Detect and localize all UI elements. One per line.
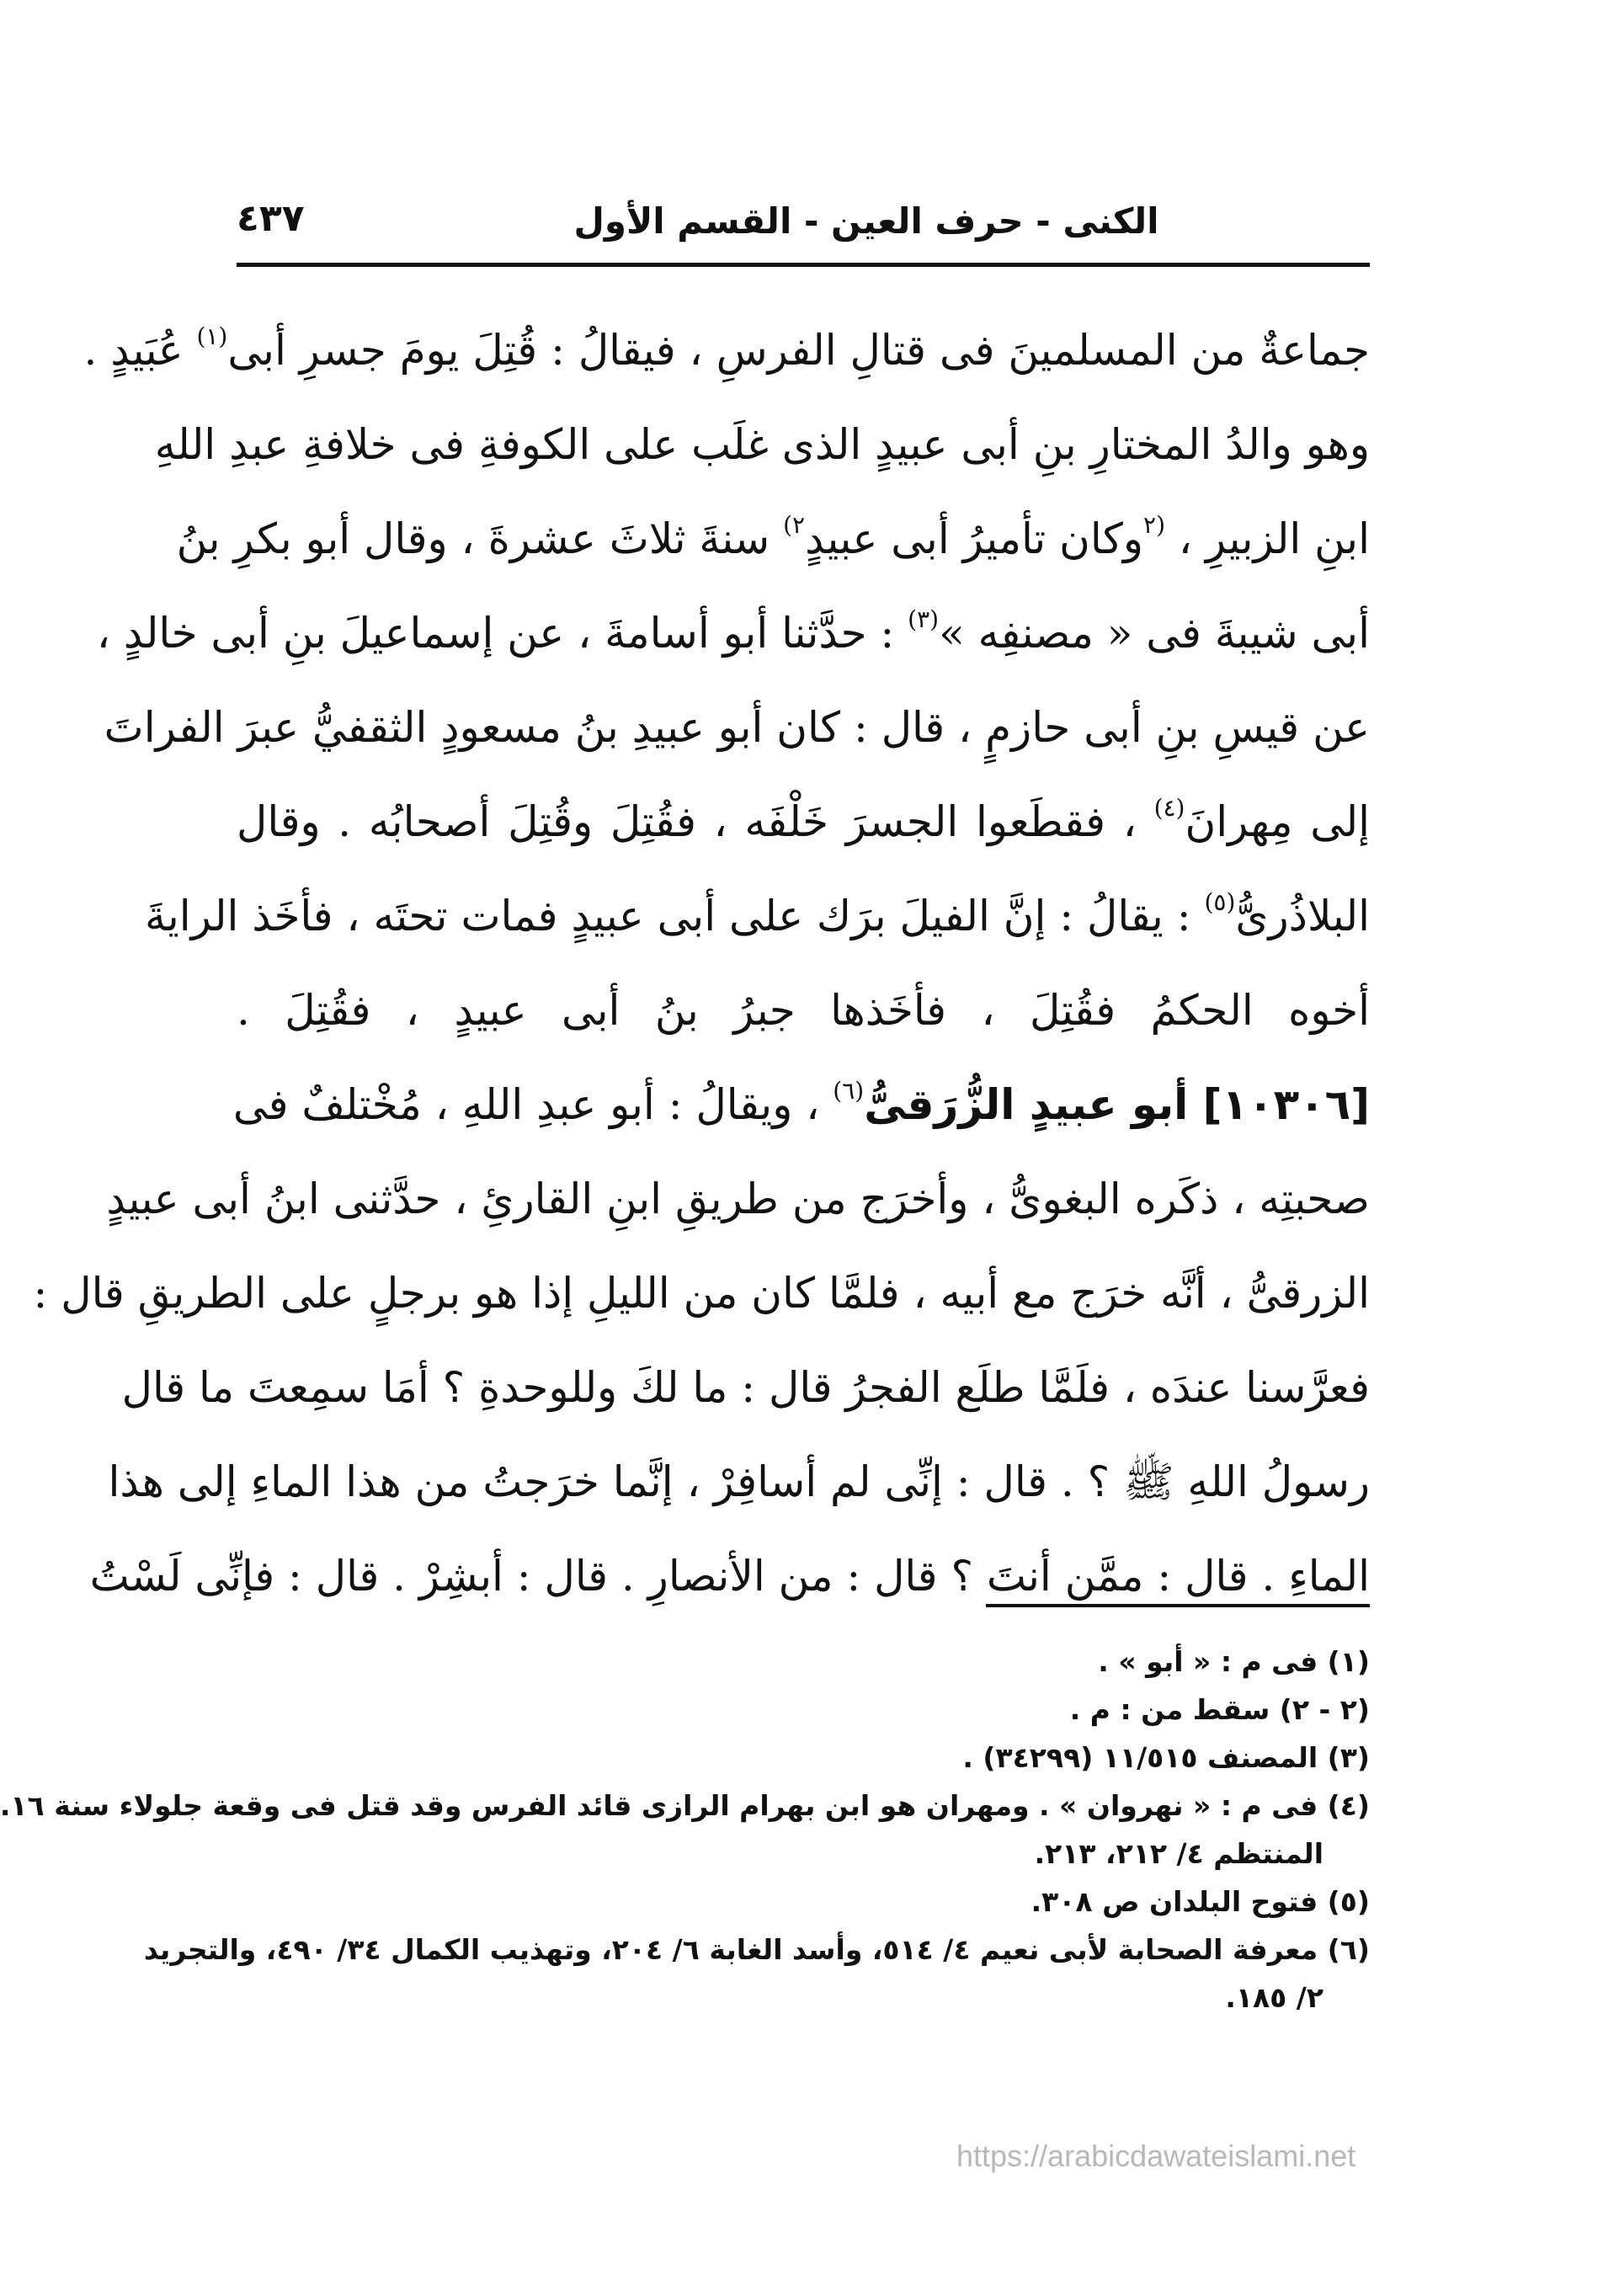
footnote-continuation: ٢/ ١٨٥.: [1225, 1981, 1323, 2014]
footnotes: [0, 1638, 1370, 2022]
footnote: (٥) فتوح البلدان ص ٣٠٨.: [1031, 1885, 1370, 1918]
watermark: https://arabicdawateislami.net: [956, 2139, 1356, 2173]
text-line: عن قيسِ بنِ أبى حازمٍ ، قال : كان أبو عبيدِ بنُ مسعودٍ الثقفيُّ عبرَ الفراتَ: [104, 703, 1370, 752]
footnote-marker: (٣): [908, 605, 940, 634]
text-line: أبى شيبةَ فى « مصنفِه »$^{(٣)}$ : حدَّثنا أبو أسامةَ ، عن إسماعيلَ بنِ أبى خالدٍ ،: [96, 605, 1370, 658]
footnote-rule: [986, 1604, 1370, 1607]
text-line: الزرقىُّ ، أنَّه خرَج مع أبيه ، فلمَّا كان من الليلِ إذا هو برجلٍ على الطريقِ قال :: [33, 1269, 1370, 1318]
footnote-marker: (٦): [833, 1077, 865, 1105]
text-line: رسولُ اللهِ ﷺ ؟ . قال : إنِّى لم أسافِرْ ، إنَّما خرَجتُ من هذا الماءِ إلى هذا: [108, 1457, 1370, 1506]
footnote: (٤) فى م : « نهروان » . ومهران هو ابن بهرام الرازى قائد الفرس وقد قتل فى وقعة جلولاء سنة ١٦.: [0, 1789, 1370, 1822]
footnote-marker: (١): [196, 322, 228, 351]
text-line: فعرَّسنا عندَه ، فلَمَّا طلَع الفجرُ قال : ما لكَ وللوحدةِ ؟ أمَا سمِعتَ ما قال: [121, 1363, 1370, 1412]
entry-heading-line: [١٠٣٠٦] أبو عبيدٍ الزُّرَقىُّ$^{(٦)}$ ، ويقالُ : أبو عبدِ اللهِ ، مُخْتلفٌ فى: [232, 1077, 1370, 1129]
text-line: جماعةٌ من المسلمينَ فى قتالِ الفرسِ ، فيقالُ : قُتِلَ يومَ جسرِ أبى$^{(١)}$ عُبَيدٍ .: [83, 322, 1370, 375]
text-line: الماءِ . قال : ممَّن أنتَ ؟ قال : من الأنصارِ . قال : أبشِرْ . قال : فإنِّى لَسْتُ: [89, 1552, 1370, 1601]
running-title: الكنى - حرف العين - القسم الأول: [573, 200, 1159, 242]
footnote-continuation: المنتظم ٤/ ٢١٢، ٢١٣.: [1034, 1837, 1323, 1870]
text-line: صحبتِه ، ذكَره البغوىُّ ، وأخرَج من طريقِ ابنِ القارئِ ، حدَّثنى ابنُ أبى عبيدٍ: [106, 1175, 1370, 1223]
main-text: [33, 303, 1370, 1623]
text-line: أخوه الحكمُ فقُتِلَ ، فأخَذها جبرُ بنُ أبى عبيدٍ ، فقُتِلَ .: [237, 986, 1370, 1035]
footnote-marker: (٥): [1204, 888, 1236, 917]
footnote: (٣) المصنف ١١/٥١٥ (٣٤٢٩٩) .: [962, 1741, 1370, 1774]
footnote: (١) فى م : « أبو » .: [1098, 1645, 1370, 1678]
footnote: (٢ - ٢) سقط من : م .: [1069, 1693, 1370, 1726]
text-line: البلاذُرىُّ$^{(٥)}$ : يقالُ : إنَّ الفيلَ برَك على أبى عبيدٍ فمات تحتَه ، فأخَذ الرايةَ: [145, 888, 1370, 940]
text-line: ابنِ الزبيرِ ، $^{(٢}$وكان تأميرُ أبى عبيدٍ$^{٢)}$ سنةَ ثلاثَ عشرةَ ، وقال أبو بكرِ بنُ: [176, 511, 1370, 563]
page-number: ٤٣٧: [237, 197, 305, 240]
entry-lead: [١٠٣٠٦] أبو عبيدٍ الزُّرَقىُّ: [864, 1080, 1370, 1129]
footnote-marker: (٢: [1143, 511, 1165, 540]
footnote-marker: (٤): [1153, 794, 1185, 823]
footnote-marker: ٢): [783, 511, 806, 540]
text-line: إلى مِهرانَ$^{(٤)}$ ، فقطَعوا الجسرَ خَلْفَه ، فقُتِلَ وقُتِلَ أصحابُه . وقال: [237, 794, 1370, 846]
header-rule: [237, 263, 1370, 267]
running-head: [237, 192, 1370, 259]
footnote: (٦) معرفة الصحابة لأبى نعيم ٤/ ٥١٤، وأسد الغابة ٦/ ٢٠٤، وتهذيب الكمال ٣٤/ ٤٩٠، والتجريد: [143, 1933, 1370, 1966]
text-line: وهو والدُ المختارِ بنِ أبى عبيدٍ الذى غلَب على الكوفةِ فى خلافةِ عبدِ اللهِ: [154, 420, 1370, 469]
